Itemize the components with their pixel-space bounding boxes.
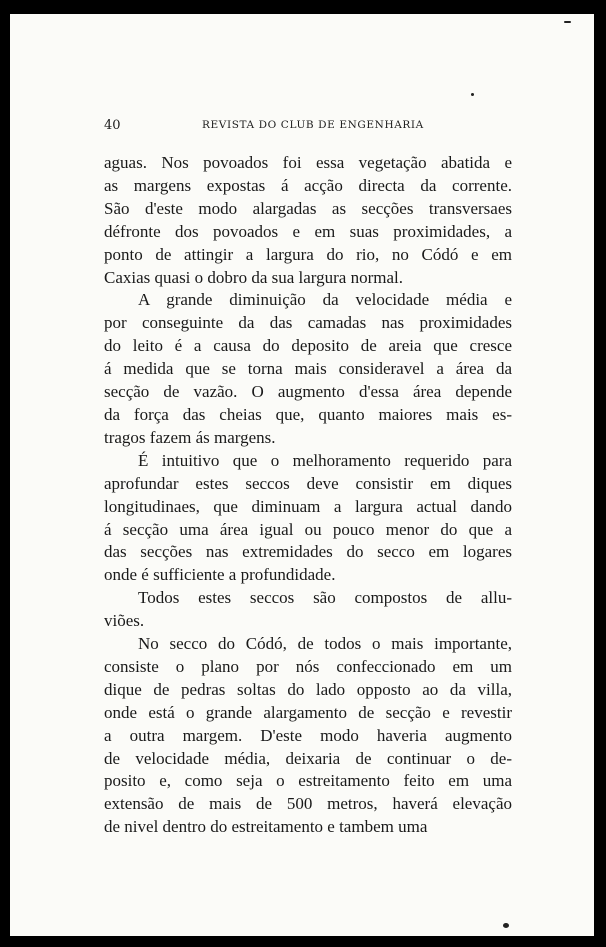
- paragraph: [104, 450, 512, 587]
- paragraph: [104, 587, 512, 633]
- text-line: extensão de mais de 500 metros, haverá elevação: [104, 794, 512, 814]
- text-line: Todos estes seccos são compostos de allu-: [138, 588, 512, 608]
- text-line: consiste o plano por nós confeccionado em um: [104, 656, 512, 676]
- text-line: défronte dos povoados e em suas proximidades, a: [104, 221, 512, 241]
- ink-speck: [564, 21, 571, 23]
- text-line: a outra margem. D'este modo haveria augmento: [104, 725, 512, 745]
- text-line: de velocidade média, deixaria de continuar o de-: [104, 748, 512, 768]
- text-line: dique de pedras soltas do lado opposto ao da villa,: [104, 679, 512, 699]
- running-title: REVISTA DO CLUB DE ENGENHARIA: [202, 119, 424, 131]
- text-line: aguas. Nos povoados foi essa vegetação abatida e: [104, 153, 512, 172]
- text-line: posito e, como seja o estreitamento feito em uma: [104, 771, 512, 791]
- paragraph: [104, 152, 512, 289]
- paragraph: [104, 289, 512, 449]
- text-line: No secco do Códó, de todos o mais importante,: [138, 634, 512, 654]
- text-line: á secção uma área igual ou pouco menor do que a: [104, 519, 512, 539]
- text-line: da força das cheias que, quanto maiores mais es-: [104, 404, 512, 424]
- paragraph: [104, 633, 512, 839]
- text-line: aprofundar estes seccos deve consistir em diques: [104, 473, 512, 493]
- page-number: 40: [104, 118, 121, 133]
- text-line: ponto de attingir a largura do rio, no Códó e em: [104, 244, 512, 264]
- text-line: á medida que se torna mais consideravel a área da: [104, 359, 512, 379]
- text-line: São d'este modo alargadas as secções transversaes: [104, 198, 512, 218]
- text-line: É intuitivo que o melhoramento requerido para: [138, 450, 512, 470]
- text-line: Caxias quasi o dobro da sua largura normal.: [104, 267, 404, 287]
- ink-speck: [471, 93, 474, 96]
- text-line: tragos fazem ás margens.: [104, 427, 276, 447]
- text-line: A grande diminuição da velocidade média e: [138, 290, 512, 310]
- text-line: secção de vazão. O augmento d'essa área depende: [104, 382, 512, 402]
- text-line: as margens expostas á acção directa da corrente.: [104, 175, 512, 195]
- text-line: de nivel dentro do estreitamento e tambem uma: [104, 817, 428, 837]
- ink-speck: [503, 923, 509, 928]
- text-line: das secções nas extremidades do secco em logares: [104, 542, 512, 562]
- body-text: [104, 152, 512, 839]
- text-line: onde é sufficiente a profundidade.: [104, 565, 336, 585]
- scanned-page: [10, 14, 594, 936]
- text-line: onde está o grande alargamento de secção e revestir: [104, 702, 512, 722]
- text-line: por conseguinte da das camadas nas proximidades: [104, 313, 512, 333]
- text-line: viões.: [104, 611, 145, 631]
- text-line: do leito é a causa do deposito de areia que cresce: [104, 336, 512, 356]
- text-line: longitudinaes, que diminuam a largura actual dando: [104, 496, 512, 516]
